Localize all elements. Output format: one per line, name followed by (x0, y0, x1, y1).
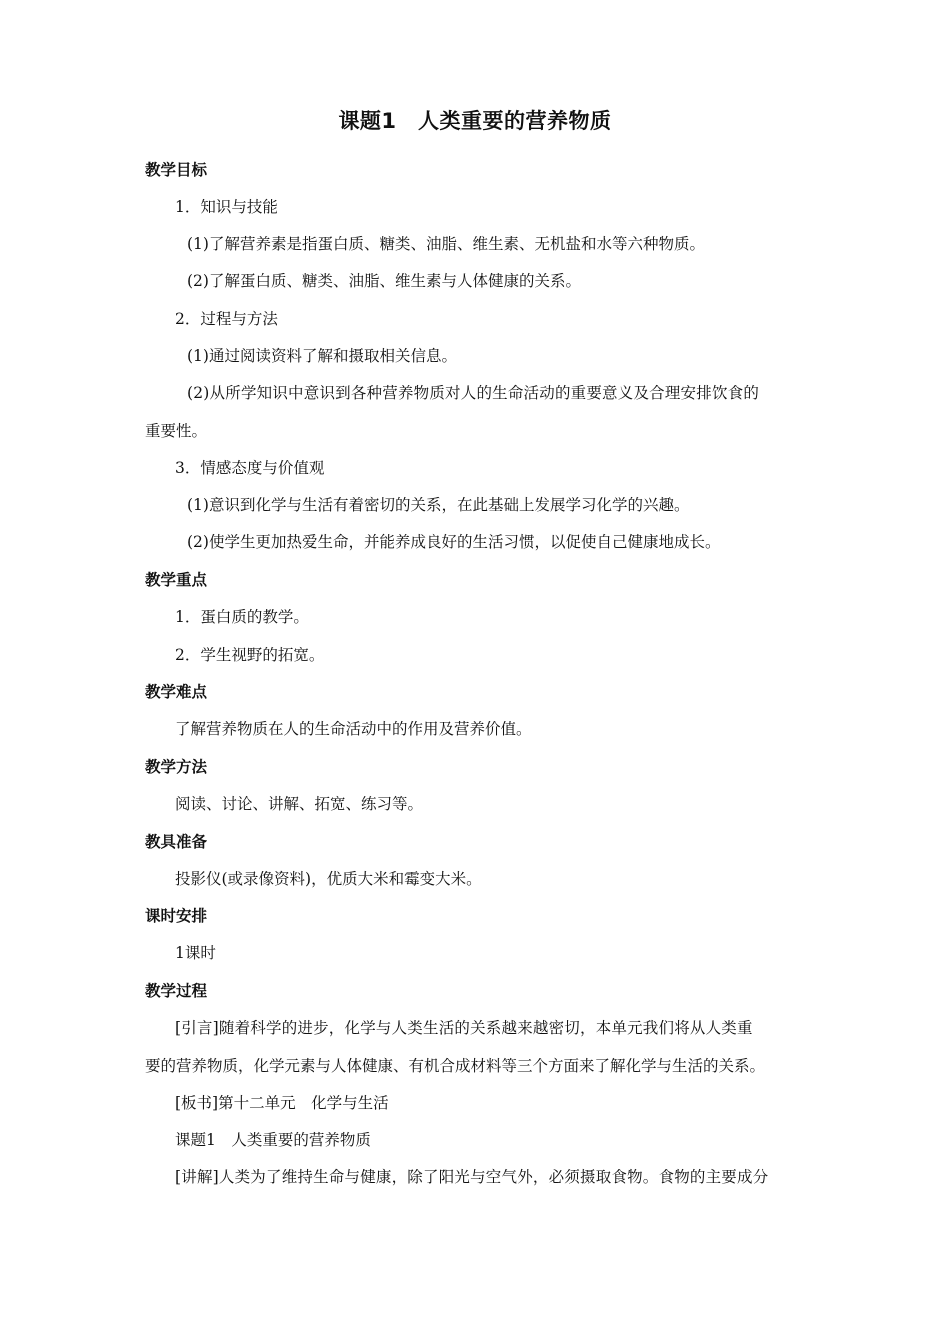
section-heading-difficulties: 教学难点 (145, 683, 208, 701)
section-heading-methods: 教学方法 (145, 758, 208, 776)
process-board-subtitle: 课题1 人类重要的营养物质 (175, 1131, 371, 1149)
subheading-emotion-values: 3．情感态度与价值观 (175, 459, 325, 477)
objective-process-2-line2: 重要性。 (145, 422, 208, 440)
objective-process-1: (1)通过阅读资料了解和摄取相关信息。 (187, 347, 457, 365)
section-heading-tools: 教具准备 (145, 833, 208, 851)
process-lecture-line: [讲解]人类为了维持生命与健康，除了阳光与空气外，必须摄取食物。食物的主要成分 (175, 1168, 769, 1186)
section-heading-objectives: 教学目标 (145, 161, 208, 179)
section-heading-key-points: 教学重点 (145, 571, 208, 589)
process-intro-line1: [引言]随着科学的进步，化学与人类生活的关系越来越密切，本单元我们将从人类重 (175, 1019, 753, 1037)
key-point-1: 1．蛋白质的教学。 (175, 608, 309, 626)
page-title: 课题1 人类重要的营养物质 (338, 109, 612, 133)
difficulties-text: 了解营养物质在人的生命活动中的作用及营养价值。 (175, 720, 532, 738)
schedule-text: 1课时 (175, 944, 216, 962)
tools-text: 投影仪(或录像资料)，优质大米和霉变大米。 (175, 870, 482, 888)
methods-text: 阅读、讨论、讲解、拓宽、练习等。 (175, 795, 424, 813)
process-intro-line2: 要的营养物质，化学元素与人体健康、有机合成材料等三个方面来了解化学与生活的关系。 (145, 1057, 766, 1075)
objective-knowledge-1: (1)了解营养素是指蛋白质、糖类、油脂、维生素、无机盐和水等六种物质。 (187, 235, 705, 253)
objective-emotion-1: (1)意识到化学与生活有着密切的关系，在此基础上发展学习化学的兴趣。 (187, 496, 690, 514)
objective-process-2-line1: (2)从所学知识中意识到各种营养物质对人的生命活动的重要意义及合理安排饮食的 (187, 384, 760, 402)
process-board-note: [板书]第十二单元 化学与生活 (175, 1094, 389, 1112)
subheading-process-method: 2．过程与方法 (175, 310, 278, 328)
key-point-2: 2．学生视野的拓宽。 (175, 646, 325, 664)
section-heading-schedule: 课时安排 (145, 907, 208, 925)
objective-knowledge-2: (2)了解蛋白质、糖类、油脂、维生素与人体健康的关系。 (187, 272, 581, 290)
objective-emotion-2: (2)使学生更加热爱生命，并能养成良好的生活习惯，以促使自己健康地成长。 (187, 533, 721, 551)
subheading-knowledge-skills: 1．知识与技能 (175, 198, 278, 216)
section-heading-process: 教学过程 (145, 982, 208, 1000)
